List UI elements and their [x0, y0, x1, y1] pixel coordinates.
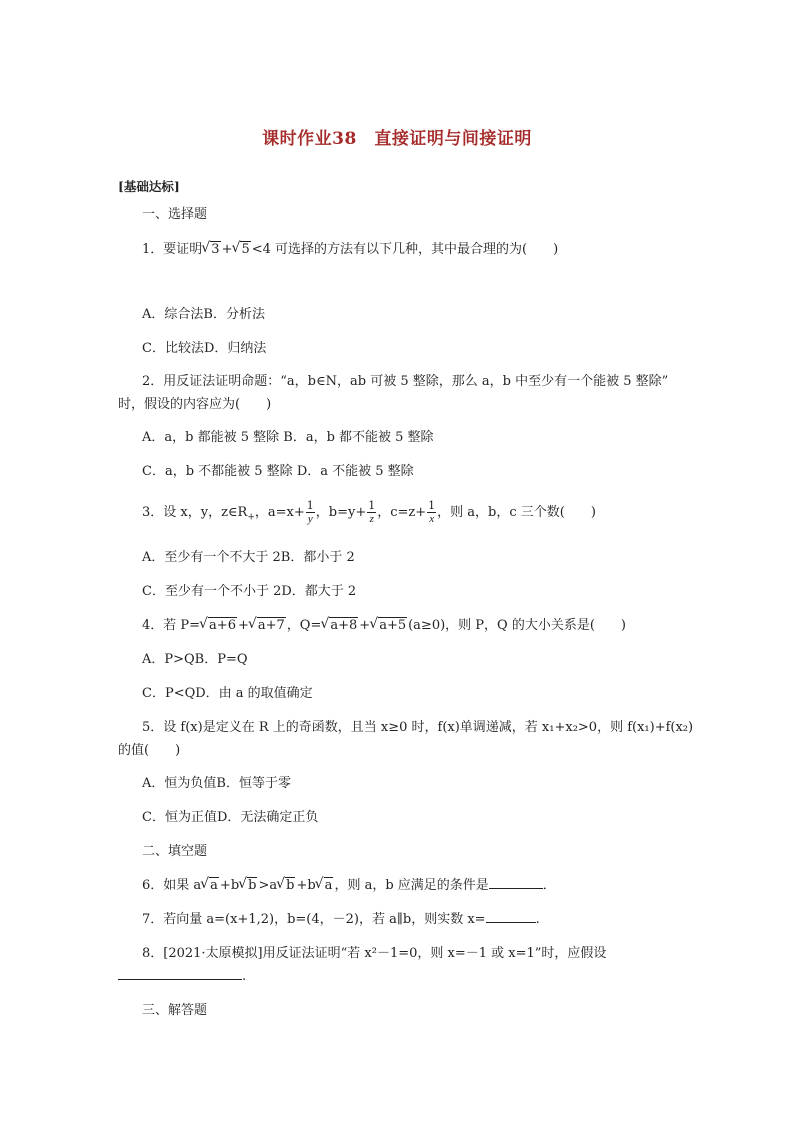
- q1-options-ab: A．综合法B．分析法: [142, 307, 265, 322]
- question-8-line2: .: [118, 968, 246, 986]
- section-heading-fill: 二、填空题: [142, 844, 208, 859]
- q2-options-cd: C．a，b 不都能被 5 整除 D．a 不能被 5 整除: [142, 464, 414, 479]
- page-title: 课时作业38 直接证明与间接证明: [262, 129, 532, 149]
- frac-1-over-x: $\frac{1}{x}$: [428, 499, 436, 525]
- question-6: 6．如果 a√ a +b√ b >a√ b +b√ a ，则 a，b 应满足的条件是 ．: [142, 877, 556, 895]
- frac-1-over-y: $\frac{1}{y}$: [306, 499, 314, 525]
- sqrt-3: √ 3: [202, 241, 220, 259]
- q4-options-cd: C．P<QD．由 a 的取值确定: [142, 686, 313, 701]
- question-8-line1: 8．[2021·太原模拟]用反证法证明“若 x²－1=0，则 x=－1 或 x=1”时，应假设: [142, 946, 607, 961]
- sqrt-a5: √ a+5: [370, 617, 407, 635]
- q8-answer-blank[interactable]: [118, 979, 242, 980]
- section-heading-choice: 一、选择题: [142, 207, 208, 222]
- question-5-line2: 的值( ): [118, 743, 181, 758]
- section-heading-solve: 三、解答题: [142, 1003, 208, 1018]
- question-7: 7．若向量 a=(x+1,2)，b=(4，－2)，若 a∥b，则实数 x= .: [142, 912, 540, 927]
- question-3: 3．设 x，y，$z\in R_+$，a=x+ $\frac{1}{y}$ ，b=y+ $\frac{1}{z}$ ，c=z+ $\frac{1}{x}$ ，则 a，b，c 三个数( ): [142, 499, 596, 525]
- question-1: 1．要证明√ 3 +√ 5 <4 可选择的方法有以下几种，其中最合理的为( ): [142, 241, 558, 259]
- section-tag: [基础达标]: [118, 179, 180, 194]
- q1-pre: 1．要证明: [142, 242, 203, 257]
- q5-options-ab: A．恒为负值B．恒等于零: [142, 776, 291, 791]
- question-4: 4．若 P=√ a+6 +√ a+7 ，Q=√ a+8 +√ a+5 (a≥0)，则 P，Q 的大小关系是( ): [142, 617, 626, 635]
- q6-answer-blank[interactable]: [489, 888, 543, 889]
- q5-options-cd: C．恒为正值D．无法确定正负: [142, 810, 319, 825]
- q1-options-cd: C．比较法D．归纳法: [142, 341, 267, 356]
- question-5-line1: 5．设 f(x)是定义在 R 上的奇函数，且当 x≥0 时，f(x)单调递减，若 x₁+x₂>0，则 f(x₁)+f(x₂): [142, 720, 694, 735]
- q1-post: <4 可选择的方法有以下几种，其中最合理的为( ): [251, 242, 559, 257]
- sqrt-a6: √ a+6: [200, 617, 237, 635]
- sqrt-a8: √ a+8: [321, 617, 358, 635]
- sqrt-5: √ 5: [232, 241, 250, 259]
- q2-options-ab: A．a，b 都能被 5 整除 B．a，b 都不能被 5 整除: [142, 430, 434, 445]
- q4-options-ab: A．P>QB．P=Q: [142, 652, 248, 667]
- q3-options-ab: A．至少有一个不大于 2B．都小于 2: [142, 550, 355, 565]
- frac-1-over-z: $\frac{1}{z}$: [368, 499, 376, 525]
- sqrt-a7: √ a+7: [249, 617, 286, 635]
- question-2-line1: 2．用反证法证明命题：“a，b∈N，ab 可被 5 整除，那么 a，b 中至少有一个能被 5 整除”: [142, 374, 669, 389]
- q7-answer-blank[interactable]: [486, 922, 536, 923]
- q3-options-cd: C．至少有一个不小于 2D．都大于 2: [142, 584, 357, 599]
- question-2-line2: 时，假设的内容应为( ): [118, 397, 272, 412]
